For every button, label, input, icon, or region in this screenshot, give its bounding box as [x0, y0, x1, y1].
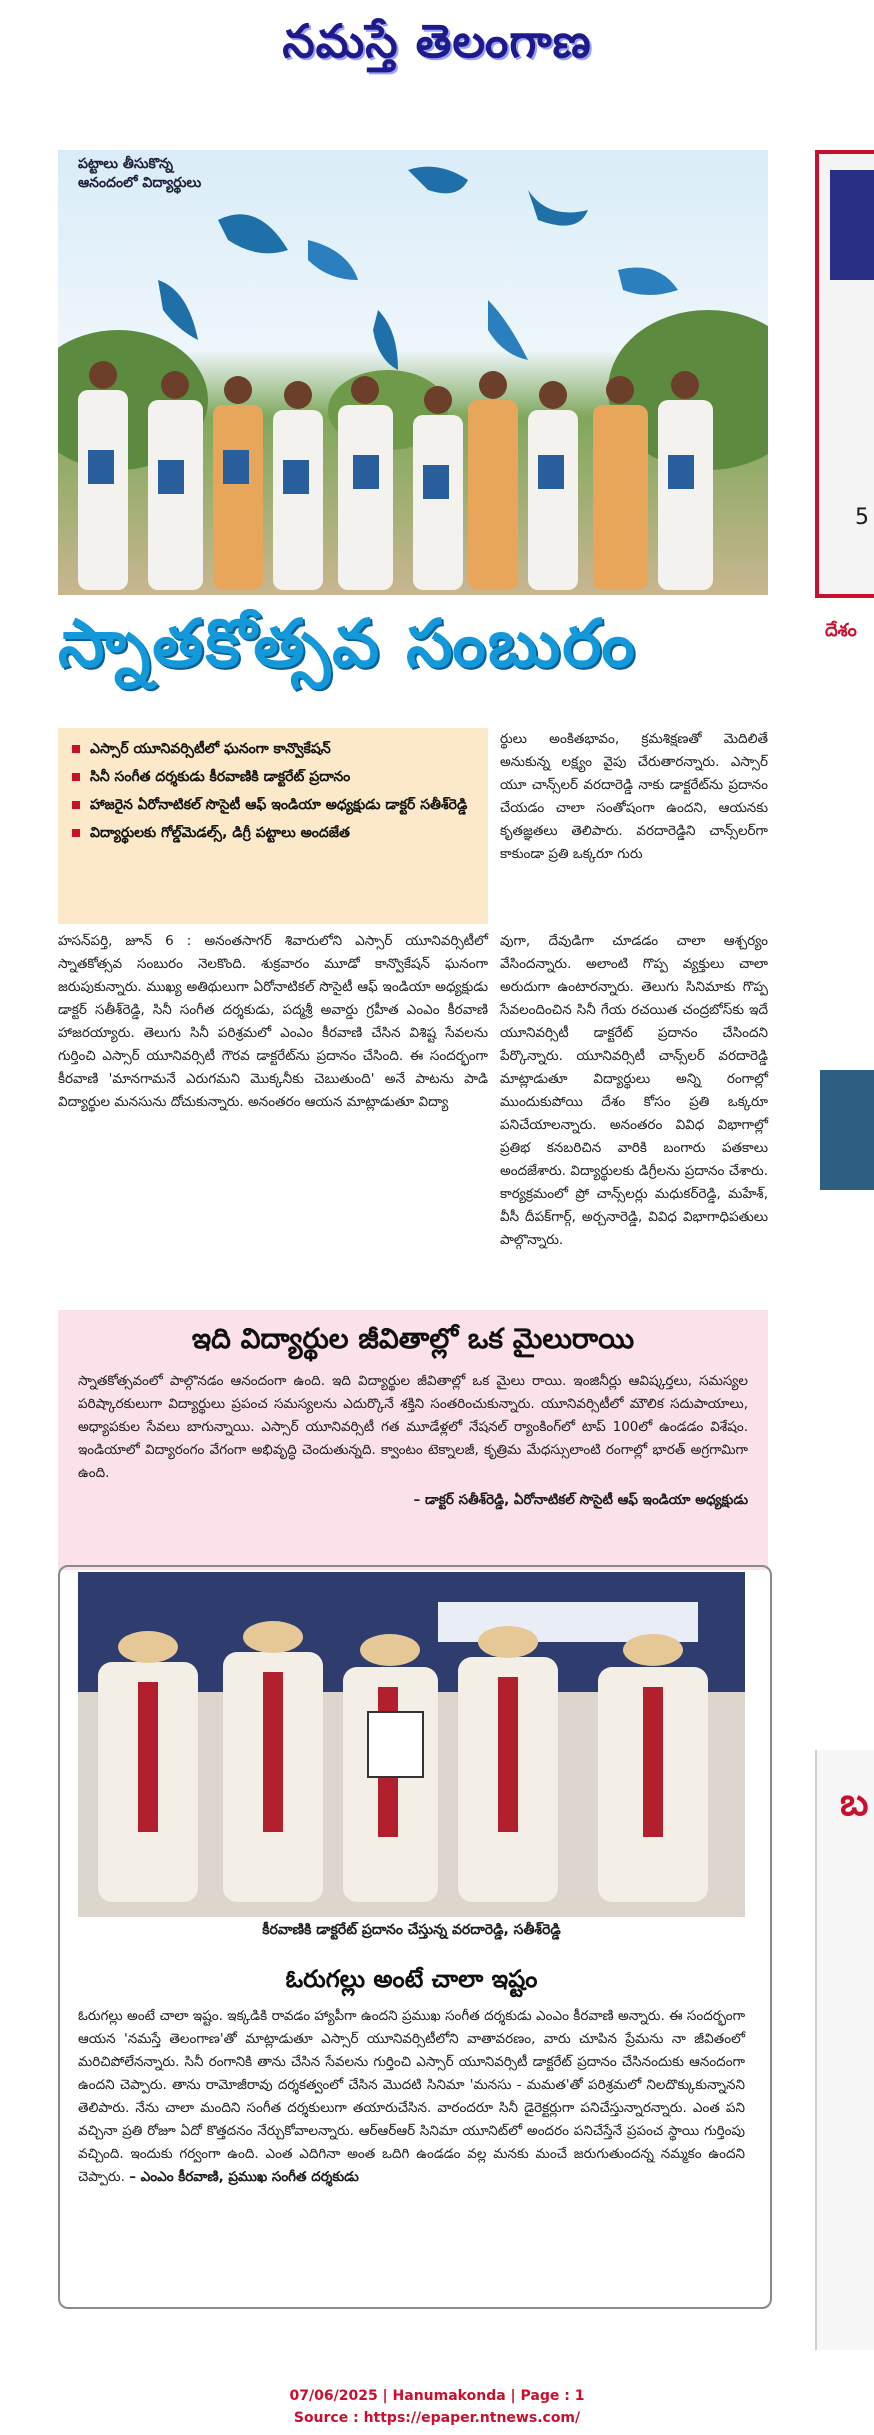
adjacent-column: [815, 1750, 874, 2350]
adjacent-number: 5: [855, 505, 869, 530]
masthead: [0, 0, 874, 86]
highlight-item: హాజరైన ఏరోనాటికల్ సొసైటీ ఆఫ్ ఇండియా అధ్యక్షుడు డాక్టర్ సతీశ్‌రెడ్డి: [72, 794, 480, 816]
footer-source-link[interactable]: Source : https://epaper.ntnews.com/: [293, 2410, 581, 2426]
footer-date-line: 07/06/2025 | Hanumakonda | Page : 1: [289, 2388, 585, 2404]
highlight-item: సినీ సంగీత దర్శకుడు కీరవాణికి డాక్టరేట్ ప్రదానం: [72, 766, 480, 788]
photo-caption-line-1: పట్టాలు తీసుకొన్న: [78, 156, 173, 172]
quote-box-attribution: – డాక్టర్ సతీశ్‌రెడ్డి, ఏరోనాటికల్ సొసైటీ ఆఫ్ ఇండియా అధ్యక్షుడు: [413, 1492, 748, 1508]
quote-box-body: స్నాతకోత్సవంలో పాల్గొనడం ఆనందంగా ఉంది. ఇది విద్యార్థుల జీవితాల్లో ఒక మైలు రాయి. ఇంజినీర్లు ఆవిష్కర్తలు, సమస్యల పరిష్కారకులుగా విద్యార్థులు ప్రపంచ సమస్యలను ఎదుర్కొనే శక్తిని సంతరించుకున్నారు. యూనివర్సిటీలో మౌలిక సదుపాయాలు, అధ్యాపకుల సేవలు బాగున్నాయి. ఎస్సార్ యూనివర్సిటీ గత మూడేళ్లలో నేషనల్ ర్యాంకింగ్‌లో టాప్ 100లో ఉండడం విశేషం. ఇండియాలో విద్యారంగం వేగంగా అభివృద్ధి చెందుతున్నది. క్వాంటం టెక్నాలజీ, కృత్రిమ మేధస్సులాంటి రంగాల్లో భారత్ అగ్రగామిగా ఉంది.: [78, 1373, 748, 1481]
adjacent-teal-block: [820, 1070, 874, 1190]
photo-caption-line-2: ఆనందంలో విద్యార్థులు: [78, 175, 202, 191]
graduation-photo: [58, 150, 768, 595]
adjacent-section-label: దేశం: [825, 620, 857, 641]
article-right-column: వుగా, దేవుడిగా చూడడం చాలా ఆశ్చర్యం వేసిందన్నారు. అలాంటి గొప్ప వ్యక్తులు చాలా అరుదుగా ఉంటారన్నారు. తెలుగు సినిమాకు గొప్ప సేవలందించిన సినీ గేయ రచయిత చంద్రబోస్‌కు ఇదే యూనివర్సిటీ డాక్టరేట్ ప్రదానం చేసిందని పేర్కొన్నారు. యూనివర్సిటీ చాన్స్‌లర్ వరదారెడ్డి మాట్లాడుతూ విద్యార్థులు అన్ని రంగాల్లో ముందుకుపోయి దేశం కోసం ప్రతి ఒక్కరూ పనిచేయాలన్నారు. అనంతరం వివిధ విభాగాల్లో ప్రతిభ కనబరిచిన వారికి బంగారు పతకాలు అందజేశారు. విద్యార్థులకు డిగ్రీలను ప్రదానం చేశారు. కార్యక్రమంలో ప్రో చాన్స్‌లర్లు మధుకర్‌రెడ్డి, మహేశ్, వీసీ దీపక్‌గార్గ్, అర్చనారెడ్డి, వివిధ విభాగాధిపతులు పాల్గొన్నారు.: [500, 933, 768, 1248]
keeravani-story-body: [78, 2005, 745, 2189]
doctorate-photo-caption: కీరవాణికి డాక్టరేట్ ప్రదానం చేస్తున్న వరదారెడ్డి, సతీశ్‌రెడ్డి: [262, 1922, 561, 1938]
doctorate-photo: [78, 1572, 745, 1917]
quote-box-satish: [58, 1310, 768, 1570]
highlights-box: [58, 728, 488, 924]
headline: స్నాతకోత్సవ సంబురం: [58, 605, 637, 682]
masthead-title: నమస్తే తెలంగాణ: [282, 14, 592, 68]
doctorate-photo-illustration: [78, 1572, 745, 1917]
highlight-item: ఎస్సార్ యూనివర్సిటీలో ఘనంగా కాన్వొకేషన్: [72, 738, 480, 760]
photo-caption: [78, 155, 201, 193]
page-footer: [0, 2385, 874, 2429]
highlight-item: విద్యార్థులకు గోల్డ్‌మెడల్స్, డిగ్రీ పట్టాలు అందజేత: [72, 822, 480, 844]
adjacent-big-glyph: బ: [840, 1780, 869, 1824]
adjacent-ad-block: [830, 170, 874, 280]
keeravani-story-attribution: – ఎంఎం కీరవాణి, ప్రముఖ సంగీత దర్శకుడు: [129, 2169, 359, 2185]
article-left-column: హసన్‌పర్తి, జూన్ 6 : అనంతసాగర్ శివారులోని ఎస్సార్ యూనివర్సిటీలో స్నాతకోత్సవ సంబురం నెలకొంది. శుక్రవారం మూడో కాన్వొకేషన్ ఘనంగా జరుపుకున్నారు. ముఖ్య అతిథులుగా ఏరోనాటికల్ సొసైటీ ఆఫ్ ఇండియా అధ్యక్షుడు డాక్టర్ సతీశ్‌రెడ్డి, సినీ సంగీత దర్శకుడు, పద్మశ్రీ అవార్డు గ్రహీత ఎంఎం కీరవాణి హాజరయ్యారు. తెలుగు సినీ పరిశ్రమలో ఎంఎం కీరవాణి చేసిన విశిష్ట సేవలను గుర్తించి ఎస్సార్ యూనివర్సిటీ గౌరవ డాక్టరేట్‌ను ప్రదానం చేసింది. ఈ సందర్భంగా కీరవాణి 'మానగామనే ఎరుగమని మొక్కనీకు చెబుతుంది' అనే పాటను పాడి విద్యార్థుల మనసును దోచుకున్నారు. అనంతరం ఆయన మాట్లాడుతూ విద్యా: [58, 933, 488, 1110]
keeravani-story-title: ఓరుగల్లు అంటే చాలా ఇష్టం: [285, 1965, 538, 1993]
graduation-photo-illustration: [58, 150, 768, 595]
article-right-column-top: ర్థులు అంకితభావం, క్రమశిక్షణతో మెదిలితే అనుకున్న లక్ష్యం వైపు చేరుతారన్నారు. ఎస్సార్ యూ చాన్స్‌లర్ వరదారెడ్డి నాకు డాక్టరేట్‌ను ప్రదానం చేయడం చాలా సంతోషంగా ఉందని, ఆయనకు కృతజ్ఞతలు తెలిపారు. వరదారెడ్డిని చాన్స్‌లర్‌గా కాకుండా ప్రతి ఒక్కరూ గురు: [500, 731, 768, 862]
quote-box-title: ఇది విద్యార్థుల జీవితాల్లో ఒక మైలురాయి: [191, 1322, 635, 1355]
keeravani-story-text: ఓరుగల్లు అంటే చాలా ఇష్టం. ఇక్కడికి రావడం హ్యాపీగా ఉందని ప్రముఖ సంగీత దర్శకుడు ఎంఎం కీరవాణి అన్నారు. ఈ సందర్భంగా ఆయన 'నమస్తే తెలంగాణ'తో మాట్లాడుతూ ఎస్సార్ యూనివర్సిటీలోని వాతావరణం, వారు చూపిన ప్రేమను నా జీవితంలో మరిచిపోలేనన్నారు. సినీ రంగానికి తాను చేసిన సేవలను గుర్తించి ఎస్సార్ యూనివర్సిటీ డాక్టరేట్ ప్రదానం చేసినందుకు ఆనందంగా ఉందని చెప్పారు. తాను రామోజీరావు దర్శకత్వంలో చేసిన మొదటి సినిమా 'మనసు - మమత'తో పరిశ్రమలో నిలదొక్కుకున్నానని తెలిపారు. నేను చాలా మందిని సంగీత దర్శకులుగా తయారుచేసిన. వారందరూ సినీ డైరెక్టర్లుగా పనిచేస్తున్నారన్నారు. ఎంత పని వచ్చినా ప్రతి రోజూ ఏదో కొత్తదనం నేర్చుకోవాలన్నారు. ఆర్ఆర్ఆర్ సినిమా యూనిట్‌లో అందరం పనిచేస్తేనే ప్రపంచ స్థాయి గుర్తింపు వచ్చింది. ఇందుకు గర్వంగా ఉంది. ఎంత ఎదిగినా అంత ఒదిగి ఉండడం వల్ల మనకు మంచే జరుగుతుందన్న నమ్మకం ఉందని చెప్పారు.: [78, 2008, 745, 2185]
